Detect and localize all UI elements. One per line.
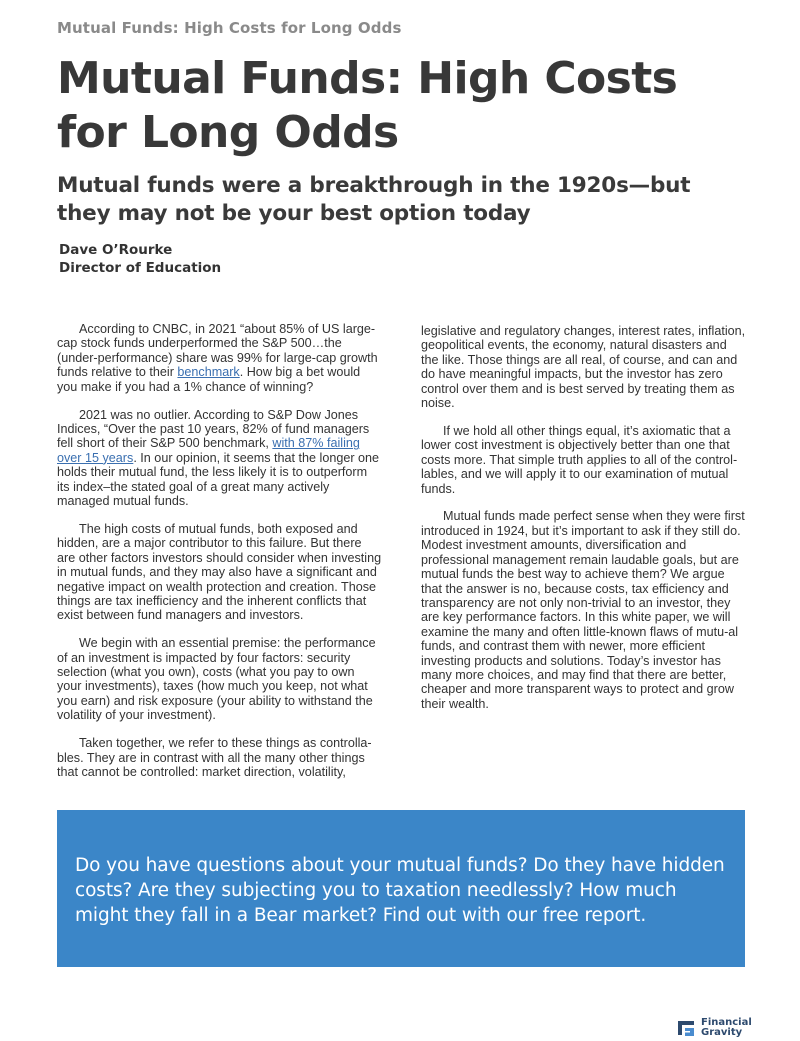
call-to-action-text[interactable]: Do you have questions about your mutual funds? Do they have hidden costs? Are they subjecting you to taxation needlessly? How much might they fall in a Bear market? Find out with our free report. [75,855,725,926]
logo-line-2: Gravity [701,1027,743,1038]
paragraph-text: 2021 was no outlier. According to S&P Dow Jones Indices, “Over the past 10 years, 82% of fund managers fell short of their S&P 500 benchmark, [57,407,370,451]
author-role: Director of Education [59,260,222,276]
paragraph-continued: legislative and regulatory changes, interest rates, inflation, geopolitical events, the economy, natural disasters and the like. Those things are all real, of course, and can and do have meaningful impacts, but the investor has zero control over them and is best served by treating them as noise. [421,324,746,411]
benchmark-link[interactable]: benchmark [177,365,240,380]
logo-line-1: Financial [701,1016,752,1028]
author-block [59,241,221,277]
paragraph-text: . In our opinion, it seems that the longer one holds their mutual fund, the less likely it is to outperform its index–the stated goal of a great many actively managed mutual funds. [57,450,380,508]
paragraph-controllables: Taken together, we refer to these things as controlla-bles. They are in contrast with all the many other things that cannot be controlled: market direction, volatility, [57,736,372,779]
running-header-title: Mutual Funds: High Costs for Long Odds [57,19,402,37]
author-name: Dave O’Rourke [59,242,173,258]
paragraph-high-costs: The high costs of mutual funds, both exposed and hidden, are a major contributor to this failure. But there are other factors investors should consider when investing in mutual funds, and they may also have a significant and negative impact on wealth protection and creation. Those things are tax inefficiency and the inherent conflicts that exist between fund managers and investors. [57,521,382,623]
page-subtitle: Mutual funds were a breakthrough in the 1920s—but they may not be your best option today [57,173,691,226]
company-logo [676,1015,752,1041]
page-title: Mutual Funds: High Costs for Long Odds [57,53,678,158]
fifteen-years-link[interactable]: with 87% failing over 15 years [57,436,360,465]
paragraph-text: According to CNBC, in 2021 “about 85% of US large-cap stock funds underperformed the S&P 500…the (under-performance) share was 99% for large-cap growth funds relative to their [57,322,378,380]
paragraph-cnbc [57,322,382,394]
call-to-action-banner[interactable] [57,810,745,967]
logo-wordmark [701,1018,752,1039]
paragraph-premise: We begin with an essential premise: the performance of an investment is impacted by four factors: security selection (what you own), costs (what you pay to own your investments), taxes (how much you keep, not what you earn) and risk exposure (your ability to withstand the volatility of your investment). [57,636,376,723]
body-column-left [57,322,382,793]
body-column-right [421,324,746,725]
paragraph-history: Mutual funds made perfect sense when they were first introduced in 1924, but it’s important to ask if they still do. Modest investment amounts, diversification and professional management remain laudable goals, but are mutual funds the best way to achieve them? We argue that the answer is no, because costs, tax efficiency and transparency are not only non-trivial to an investor, they are key performance factors. In this white paper, we will examine the many and often little-known flaws of mutu-al funds, and contrast them with newer, more efficient investing products and solutions. Today’s investor has many more choices, and may find that there are better, cheaper and more transparent ways to protect and grow their wealth. [421,509,745,711]
paragraph-text: . How big a bet would you make if you had a 1% chance of winning? [57,365,361,394]
paragraph-sp-dow-jones [57,408,382,509]
paragraph-lower-cost: If we hold all other things equal, it’s axiomatic that a lower cost investment is objectively better than one that costs more. That simple truth applies to all of the control-lables, and we will apply it to our examination of mutual funds. [421,423,738,496]
financial-gravity-logo-icon [676,1018,696,1038]
